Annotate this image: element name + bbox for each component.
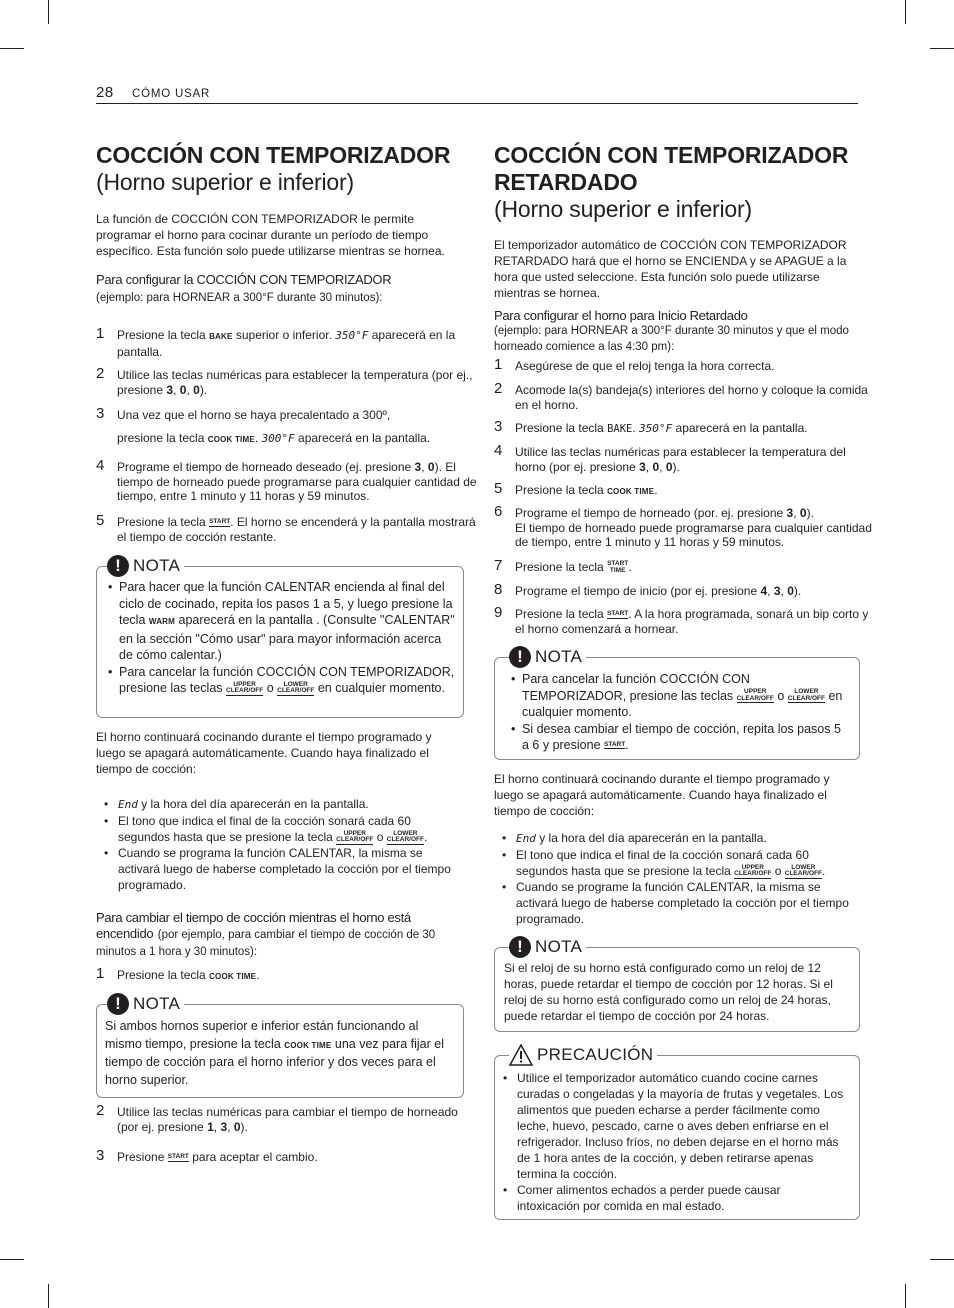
lcd-display: 300°F (261, 431, 295, 445)
cook-time-key: COOK TIME (607, 487, 655, 496)
right-step-9: 9 Presione la tecla START. A la hora programada, sonará un bip corto y el horno comenzará a hornear. (494, 604, 869, 636)
page-number: 28 (96, 84, 114, 101)
exclamation-icon: ! (509, 936, 531, 958)
note-title: NOTA (535, 937, 583, 956)
right-setup-example: (ejemplo: para HORNEAR a 300°F durante 30 minutos y que el modo horneado comience a las 4:30 pm): (494, 325, 849, 353)
warning-triangle-icon (509, 1044, 533, 1066)
exclamation-icon: ! (509, 646, 531, 668)
exclamation-icon: ! (107, 993, 129, 1015)
left-step-4: 4 Programe el tiempo de horneado deseado (ej. presione 3, 0). El tiempo de horneado puede programarse para cualquier cantidad de tiempo, entre 1 minuto y 11 horas y 59 minutos. (96, 457, 477, 503)
left-note-box (96, 556, 464, 718)
right-intro: El temporizador automático de COCCIÓN CON TEMPORIZADOR RETARDADO hará que el horno se ENCIENDA y se APAGUE a la hora que usted seleccione. Esta función solo puede utilizarse mientras se hornea. (494, 238, 847, 300)
left-title (96, 142, 464, 196)
left-step-3: 3 Una vez que el horno se haya precalentado a 300º, presione la tecla COOK TIME. 300°F aparecerá en la pantalla. (96, 405, 431, 445)
start-key: START (607, 610, 629, 618)
bake-key: BAKE (607, 423, 633, 435)
note-title: NOTA (133, 994, 181, 1013)
caution-title: PRECAUCIÓN (537, 1045, 654, 1064)
upper-clear-off-key: UPPER CLEAR/OFF (734, 863, 772, 878)
lower-clear-off-key: LOWER CLEAR/OFF (787, 688, 825, 702)
right-title (494, 142, 860, 223)
lower-clear-off-key: LOWER CLEAR/OFF (277, 680, 315, 695)
bullet-item: • Cuando se programe la función CALENTAR, la misma se activará luego de haberse completado la cocción por el tiempo programado. (494, 879, 856, 927)
right-step-5: 5 Presione la tecla COOK TIME. (494, 480, 658, 497)
note-title: NOTA (133, 556, 181, 575)
upper-clear-off-key: UPPER CLEAR/OFF (226, 680, 264, 695)
bullet-item: • El tono que indica el final de la cocción sonará cada 60 segundos hasta que se presione la tecla UPPER CLEAR/OFF o LOWER CLEAR/OFF. (494, 847, 856, 879)
left-setup-heading: Para configurar la COCCIÓN CON TEMPORIZADOR (96, 272, 392, 287)
left-step-2: 2 Utilice las teclas numéricas para establecer la temperatura (por ej., presione 3, 0, 0). (96, 365, 473, 397)
caution-item: • Utilice el temporizador automático cuando cocine carnes curadas o congeladas y la mayoría de frutas y vegetales. Los alimentos que pueden echarse a perder fácilmente como leche, huevo, pescado, carne o aves deben enfriarse en el refrigerador. Incluso fríos, no deben dejarse en el horno más de 1 hora antes de la cocción, y deben retirarse apenas termina la cocción. (495, 1070, 845, 1182)
cook-time-key: COOK TIME (209, 972, 257, 981)
exclamation-icon: ! (107, 555, 129, 577)
start-time-key: START TIME (607, 560, 629, 574)
start-key: START (209, 518, 231, 526)
crop-mark (930, 1259, 954, 1260)
note-list (509, 671, 849, 754)
lcd-display: 350°F (639, 422, 673, 435)
cook-time-key: COOK TIME (207, 434, 255, 444)
start-key: START (167, 1153, 189, 1161)
right-title-main: COCCIÓN CON TEMPORIZADOR RETARDADO (494, 142, 849, 195)
right-step-4: 4 Utilice las teclas numéricas para establecer la temperatura del horno (por ej. presione 3, 0, 0). (494, 442, 846, 474)
left-step-5: 5 Presione la tecla START. El horno se encenderá y la pantalla mostrará el tiempo de cocción restante. (96, 512, 476, 544)
note-item: • Para cancelar la función COCCIÓN CON TEMPORIZADOR, presione las teclas UPPER CLEAR/OFF o LOWER CLEAR/OFF en cualquier momento. (106, 664, 456, 697)
crop-mark (905, 0, 906, 24)
note-text: Si el reloj de su horno está configurado como un reloj de 12 horas, puede retardar el tiempo de cocción por 12 horas. Si el reloj de su horno está configurado como un reloj de 24 horas, puede retardar el tiempo de cocción por 24 horas. (504, 961, 833, 1023)
left-title-main: COCCIÓN CON TEMPORIZADOR (96, 142, 451, 168)
note-list (106, 579, 456, 697)
right-step-2: 2 Acomode la(s) bandeja(s) interiores del horno y coloque la comida en el horno. (494, 380, 868, 412)
caution-item: • Comer alimentos echados a perder puede causar intoxicación por comida en mal estado. (495, 1182, 845, 1214)
left-title-sub: (Horno superior e inferior) (96, 169, 354, 195)
note-title: NOTA (535, 647, 583, 666)
header-rule (96, 103, 858, 104)
warm-key: WARM (148, 617, 176, 626)
crop-mark (930, 48, 954, 49)
right-end-bullets (494, 830, 856, 927)
left-step-1: 1 Presione la tecla BAKE superior o inferior. 350°F aparecerá en la pantalla. (96, 325, 456, 359)
cook-time-key: COOK TIME (284, 1040, 332, 1050)
section-title: CÓMO USAR (132, 88, 211, 100)
right-note-box (494, 647, 860, 760)
bullet-item: • End y la hora del día aparecerán en la pantalla. (494, 830, 856, 847)
left-end-bullets (96, 796, 458, 893)
left-change-step-2: 2 Utilice las teclas numéricas para cambiar el tiempo de horneado (por ej. presione 1, 3, 0). (96, 1102, 458, 1134)
lcd-display: 350°F (335, 329, 369, 342)
caution-list (495, 1070, 845, 1214)
caution-box (494, 1045, 860, 1220)
left-note2-box (96, 994, 464, 1098)
right-setup-heading: Para configurar el horno para Inicio Retardado (494, 308, 748, 323)
note-item: • Si desea cambiar el tiempo de cocción, repita los pasos 5 a 6 y presione START. (509, 721, 849, 754)
right-note2-box (494, 937, 860, 1032)
left-change-step-1: 1 Presione la tecla COOK TIME. (96, 965, 260, 982)
right-title-sub: (Horno superior e inferior) (494, 196, 752, 222)
right-step-3: 3 Presione la tecla BAKE. 350°F aparecerá en la pantalla. (494, 418, 808, 435)
lower-clear-off-key: LOWER CLEAR/OFF (784, 863, 822, 878)
crop-mark (48, 1284, 49, 1308)
bake-key: BAKE (209, 332, 233, 341)
left-change-step-3: 3 Presione START para aceptar el cambio. (96, 1147, 318, 1164)
left-intro: La función de COCCIÓN CON TEMPORIZADOR le permite programar el horno para cocinar durante un período de tiempo específico. Esta función solo puede utilizarse mientras se hornea. (96, 212, 445, 258)
left-change-heading: Para cambiar el tiempo de cocción mientras el horno está encendido (por ejemplo, para cambiar el tiempo de cocción de 30 minutos a 1 hora y 30 minutos): (96, 910, 436, 958)
right-step-1: 1 Asegúrese de que el reloj tenga la hora correcta. (494, 356, 775, 373)
right-step-8: 8 Programe el tiempo de inicio (por ej. presione 4, 3, 0). (494, 581, 802, 598)
crop-mark (905, 1284, 906, 1308)
note-text: Si ambos hornos superior e inferior están funcionando al mismo tiempo, presione la tecla COOK TIME una vez para fijar el tiempo de cocción para el horno inferior y dos veces para el horno superior. (105, 1019, 444, 1087)
right-step-7: 7 Presione la tecla START TIME . (494, 557, 632, 574)
upper-clear-off-key: UPPER CLEAR/OFF (336, 829, 374, 844)
bullet-item: • Cuando se programa la función CALENTAR, la misma se activará luego de haberse completado la cocción por el tiempo programado. (96, 845, 458, 893)
crop-mark (0, 48, 24, 49)
left-setup-example: (ejemplo: para HORNEAR a 300°F durante 30 minutos): (96, 292, 383, 304)
crop-mark (0, 1259, 24, 1260)
left-after-text: El horno continuará cocinando durante el tiempo programado y luego se apagará automáticamente. Cuando haya finalizado el tiempo de cocción: (96, 730, 432, 776)
bullet-item: • El tono que indica el final de la cocción sonará cada 60 segundos hasta que se presione la tecla UPPER CLEAR/OFF o LOWER CLEAR/OFF. (96, 813, 458, 845)
lower-clear-off-key: LOWER CLEAR/OFF (386, 829, 424, 844)
bullet-item: • End y la hora del día aparecerán en la pantalla. (96, 796, 458, 813)
note-item: • Para hacer que la función CALENTAR encienda al final del ciclo de cocinado, repita los pasos 1 a 5, y luego presione la tecla WARM aparecerá en la pantalla . (Consulte "CALENTAR" en la sección "Cómo usar" para mayor información acerca de cómo calentar.) (106, 579, 456, 664)
note-item: • Para cancelar la función COCCIÓN CON TEMPORIZADOR, presione las teclas UPPER CLEAR/OFF o LOWER CLEAR/OFF en cualquier momento. (509, 671, 849, 721)
upper-clear-off-key: UPPER CLEAR/OFF (736, 688, 774, 702)
right-step-6: 6 Programe el tiempo de horneado (por. ej. presione 3, 0). El tiempo de horneado puede programarse para cualquier cantidad de tiempo, entre 1 minuto y 11 horas y 59 minutos. (494, 503, 872, 549)
start-key: START (604, 740, 626, 748)
crop-mark (48, 0, 49, 24)
right-after-text: El horno continuará cocinando durante el tiempo programado y luego se apagará automáticamente. Cuando haya finalizado el tiempo de cocción: (494, 772, 830, 818)
